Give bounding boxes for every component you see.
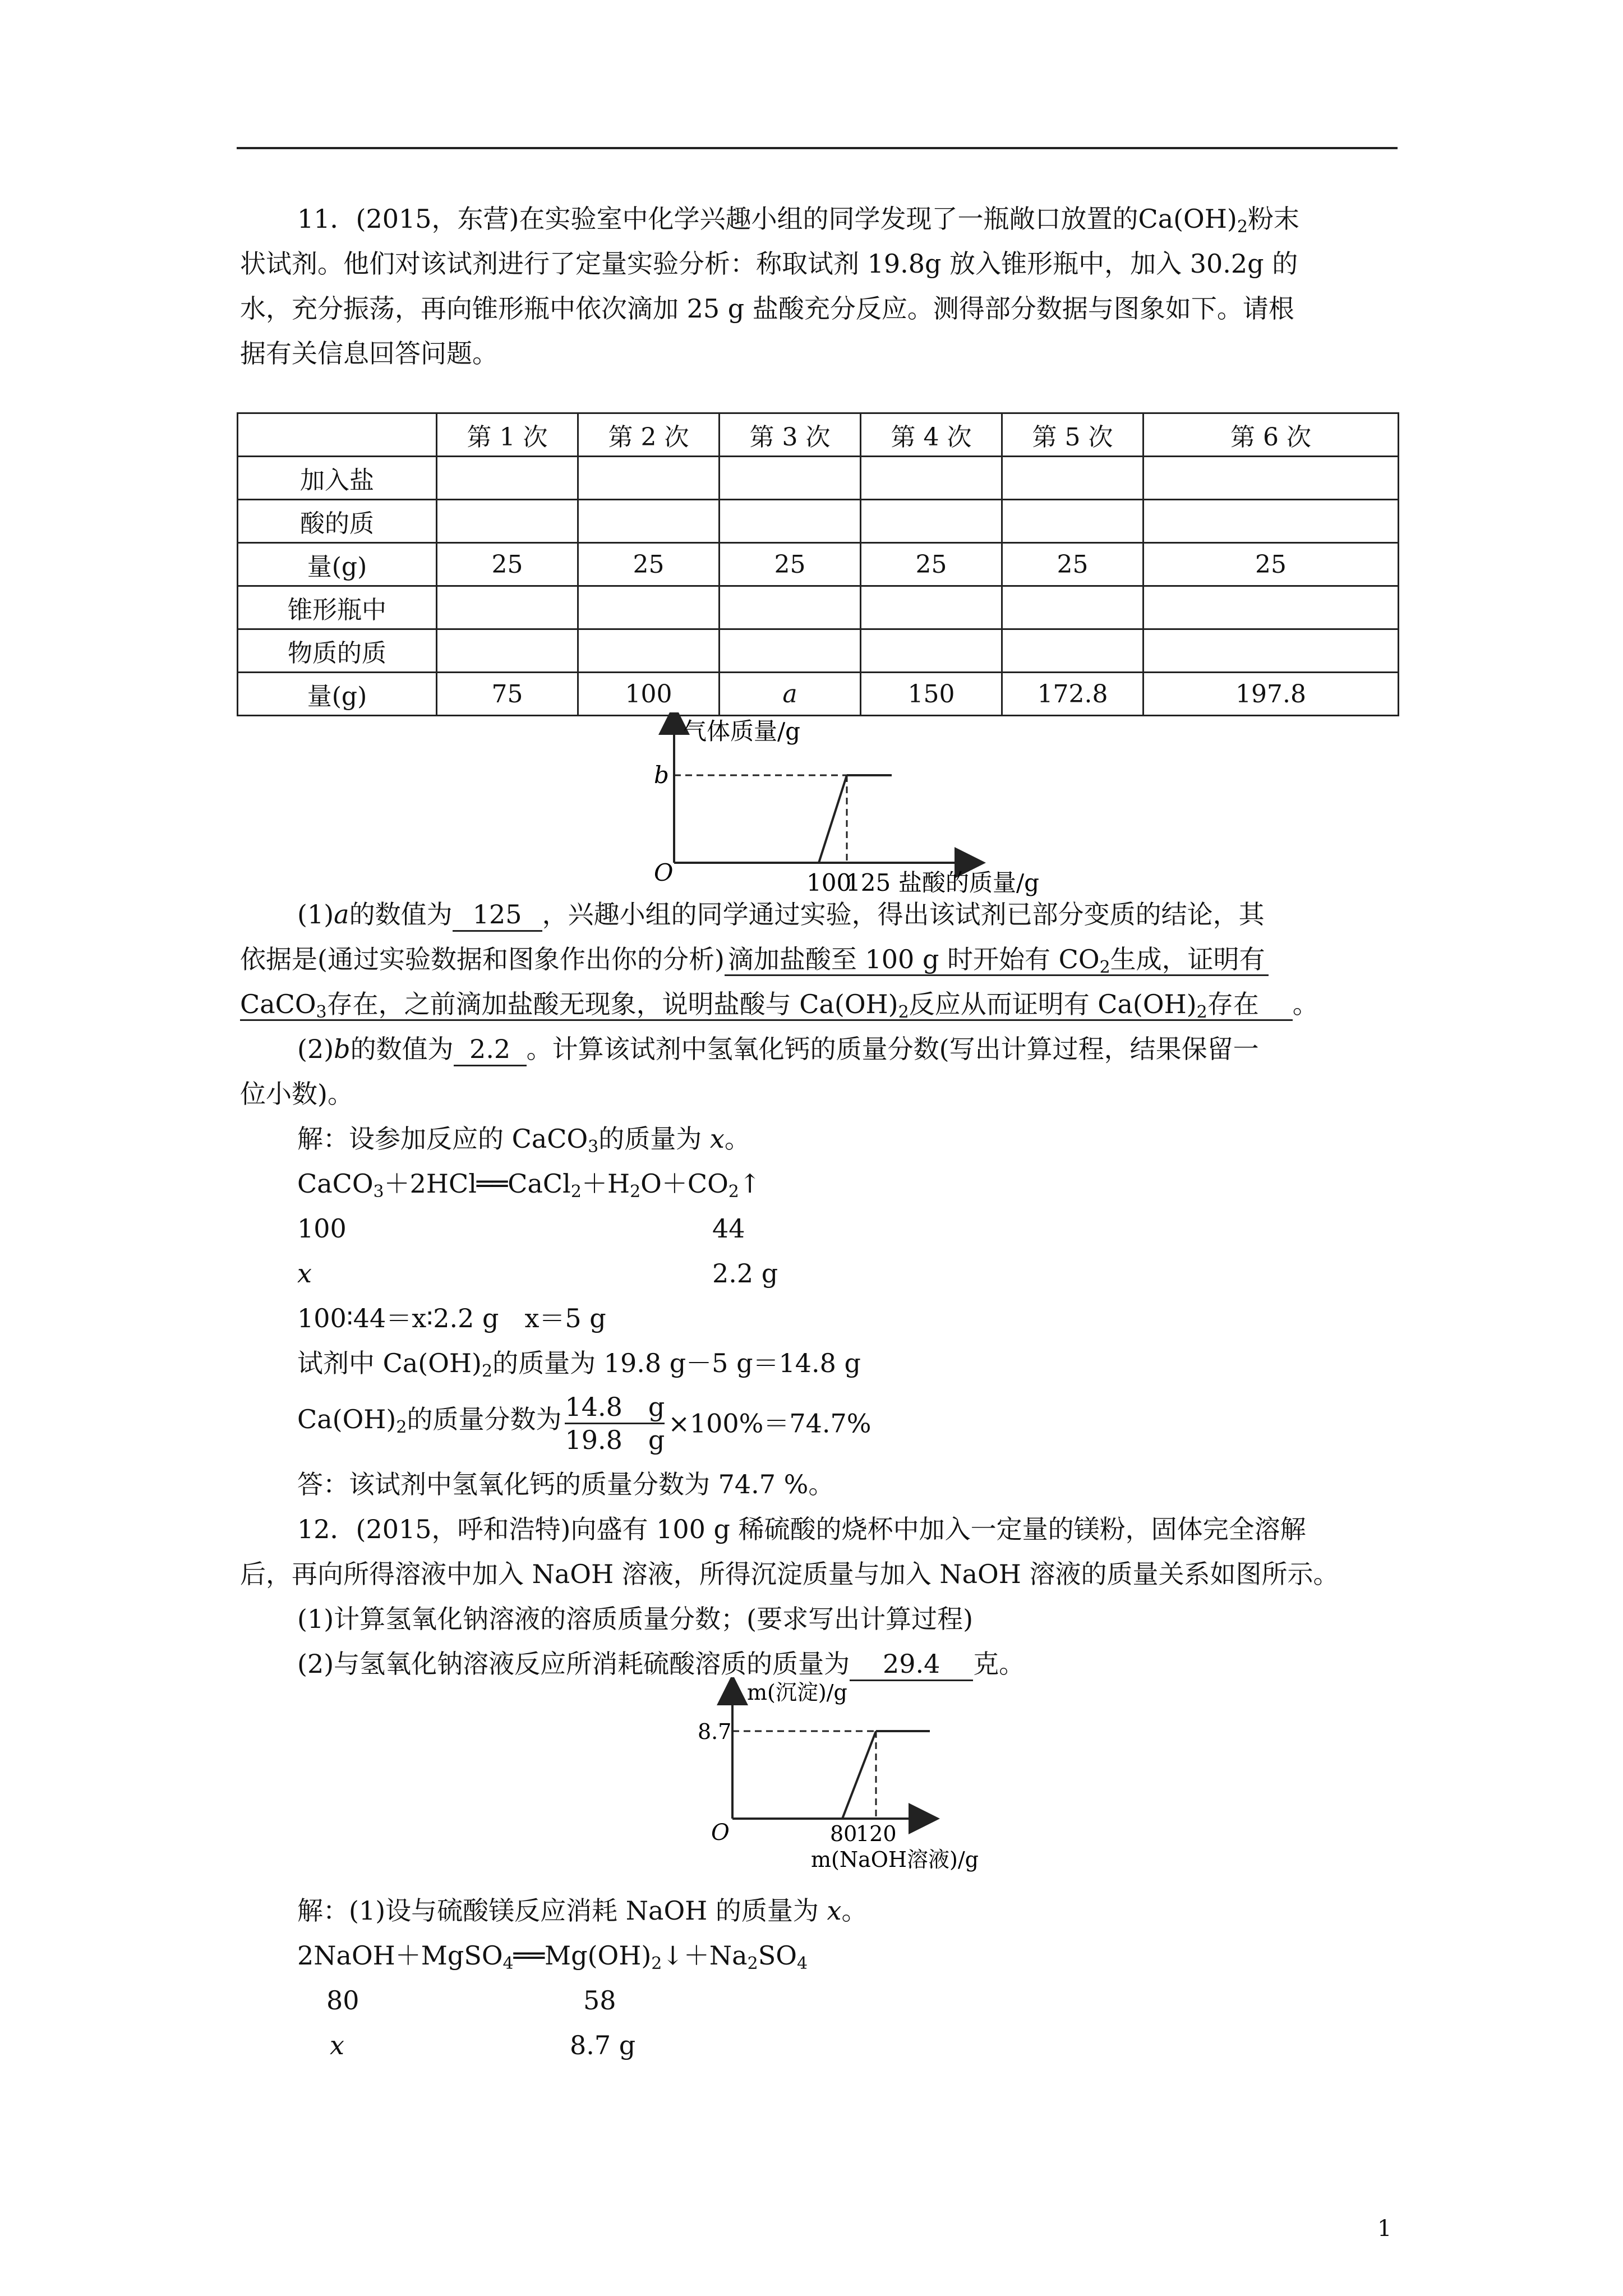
- table-cell: 197.8: [1144, 673, 1399, 716]
- rising-line: [842, 1731, 876, 1819]
- q11-ratio-line: 100∶44＝x∶2.2 g x＝5 g: [297, 1303, 606, 1333]
- q11-intro-line4: 据有关信息回答问题。: [240, 338, 498, 369]
- table-row: [238, 543, 1399, 586]
- q11-part2-line2: 位小数)。: [240, 1079, 353, 1109]
- table-cell: 25: [578, 543, 720, 586]
- x-tick-100: 100: [806, 869, 852, 896]
- q11-answer: 答：该试剂中氢氧化钙的质量分数为 74.7 %。: [297, 1469, 834, 1499]
- q12-equation: $2NaOH+MgSO_4══Mg(OH)_2↓+Na_2SO_4$: [297, 1940, 808, 1973]
- q12-intro-line2: 后，再向所得溶液中加入 NaOH 溶液，所得沉淀质量与加入 NaOH 溶液的质量关系如图所示。: [240, 1559, 1339, 1589]
- x-axis-label: m(NaOH溶液)/g: [811, 1847, 979, 1872]
- table-cell: 172.8: [1002, 673, 1144, 716]
- q11-solution-line1: 解：设参加反应的 CaCO$_3$的质量为 x。: [297, 1124, 750, 1157]
- table-row: [238, 586, 1399, 629]
- q12-question1: (1)计算氢氧化钠溶液的溶质质量分数；(要求写出计算过程): [297, 1604, 974, 1634]
- table-cell: 25: [1144, 543, 1399, 586]
- answer-blank: 125: [453, 899, 542, 932]
- q12-precipitate-graph: [695, 1677, 1009, 1896]
- header-rule: [237, 147, 1398, 149]
- q11-equation: $CaCO_3+2HCl══CaCl_2+H_2O+CO_2↑$: [297, 1168, 761, 1202]
- row-label: 加入盐: [238, 457, 437, 500]
- x-axis-label: 盐酸的质量/g: [898, 869, 1040, 896]
- q11-part1-line1: (1)a的数值为 125 ，兴趣小组的同学通过实验，得出该试剂已部分变质的结论，其: [297, 899, 1265, 932]
- q11-part2-line1: (2)b的数值为 2.2 。计算该试剂中氢氧化钙的质量分数(写出计算过程，结果保留一: [297, 1033, 1259, 1066]
- table-header-cell: 第 3 次: [720, 413, 861, 457]
- x-tick-80: 80: [830, 1821, 857, 1846]
- table-cell: 25: [720, 543, 861, 586]
- y-tick-8-7: 8.7: [698, 1719, 732, 1744]
- q12-molar-row1-right: 58: [583, 1985, 616, 2016]
- table-header-row: [238, 413, 1399, 457]
- row-label: 量(g): [238, 673, 437, 716]
- table-row: [238, 500, 1399, 543]
- q11-fraction-line: $Ca(OH)_2$的质量分数为 $\frac{14.8 g}{19.8 g}$ ×100%＝74.7%: [297, 1392, 872, 1455]
- q11-intro-line2: 状试剂。他们对该试剂进行了定量实验分析：称取试剂 19.8g 放入锥形瓶中，加入 30.2g 的: [240, 249, 1298, 279]
- q12-molar-row2-right: 8.7 g: [570, 2030, 636, 2060]
- q12-solution-line1: 解：(1)设与硫酸镁反应消耗 NaOH 的质量为 x。: [297, 1895, 868, 1926]
- answer-blank: 29.4: [850, 1648, 973, 1681]
- page-number: 1: [1377, 2216, 1392, 2242]
- y-axis-label: m(沉淀)/g: [747, 1680, 847, 1705]
- row-label: 酸的质: [238, 500, 437, 543]
- q12-intro-line1: 12．(2015，呼和浩特)向盛有 100 g 稀硫酸的烧杯中加入一定量的镁粉，固体完全溶解: [297, 1514, 1306, 1544]
- table-header-cell: 第 1 次: [437, 413, 578, 457]
- fraction: $\frac{14.8 g}{19.8 g}$: [565, 1392, 665, 1455]
- q11-gas-graph: [639, 712, 1066, 903]
- q11-molar-row1-right: 44: [712, 1213, 745, 1244]
- q11-part1-line3: CaCO$_3$存在，之前滴加盐酸无现象，说明盐酸与 $Ca(OH)_2$反应从而证明有 $Ca(OH)_2$存在 。: [240, 989, 1318, 1022]
- table-header-cell: 第 4 次: [861, 413, 1002, 457]
- table-row: [238, 673, 1399, 716]
- x-tick-125: 125: [846, 869, 891, 896]
- answer-underline: CaCO$_3$存在，之前滴加盐酸无现象，说明盐酸与 $Ca(OH)_2$反应从而证明有 $Ca(OH)_2$存在: [240, 989, 1293, 1021]
- answer-blank: 2.2: [454, 1033, 527, 1066]
- table-row: [238, 457, 1399, 500]
- q11-molar-row2-right: 2.2 g: [712, 1258, 778, 1289]
- table-cell: 25: [861, 543, 1002, 586]
- y-axis-label: 气体质量/g: [683, 717, 801, 745]
- row-label: 量(g): [238, 543, 437, 586]
- answer-underline: 滴加盐酸至 100 g 时开始有 $CO_2$生成，证明有: [725, 944, 1269, 976]
- q11-mass-line: 试剂中 $Ca(OH)_2$的质量为 19.8 g－5 g＝14.8 g: [297, 1348, 861, 1381]
- table-cell: 150: [861, 673, 1002, 716]
- row-label: 锥形瓶中: [238, 586, 437, 629]
- q11-molar-row2: x: [297, 1258, 312, 1289]
- q11-molar-row1: 100: [297, 1213, 347, 1244]
- table-header-cell: 第 6 次: [1144, 413, 1399, 457]
- table-cell: 100: [578, 673, 720, 716]
- q12-question2: (2)与氢氧化钠溶液反应所消耗硫酸溶质的质量为 29.4 克。: [297, 1648, 1025, 1681]
- table-header-cell: [238, 413, 437, 457]
- q12-molar-row2: x: [330, 2030, 344, 2060]
- y-tick-b: b: [654, 761, 669, 789]
- x-tick-120: 120: [856, 1821, 897, 1846]
- table-row: [238, 629, 1399, 673]
- table-header-cell: 第 5 次: [1002, 413, 1144, 457]
- origin-label: O: [711, 1820, 730, 1846]
- q12-molar-row1: 80: [326, 1985, 359, 2016]
- table-header-cell: 第 2 次: [578, 413, 720, 457]
- table-cell: 25: [1002, 543, 1144, 586]
- q11-intro-line1: 11．(2015，东营)在实验室中化学兴趣小组的同学发现了一瓶敞口放置的$Ca(OH)_2$粉末: [297, 204, 1299, 237]
- q11-intro-line3: 水，充分振荡，再向锥形瓶中依次滴加 25 g 盐酸充分反应。测得部分数据与图象如下。请根: [240, 293, 1294, 324]
- row-label: 物质的质: [238, 629, 437, 673]
- table-cell: 75: [437, 673, 578, 716]
- q11-data-table: [237, 412, 1399, 716]
- rising-line: [819, 775, 847, 863]
- q11-part1-line2: 依据是(通过实验数据和图象作出你的分析) 滴加盐酸至 100 g 时开始有 $CO_2$生成，证明有: [240, 944, 1269, 983]
- table-cell: a: [720, 673, 861, 716]
- origin-label: O: [654, 859, 674, 886]
- table-cell: 25: [437, 543, 578, 586]
